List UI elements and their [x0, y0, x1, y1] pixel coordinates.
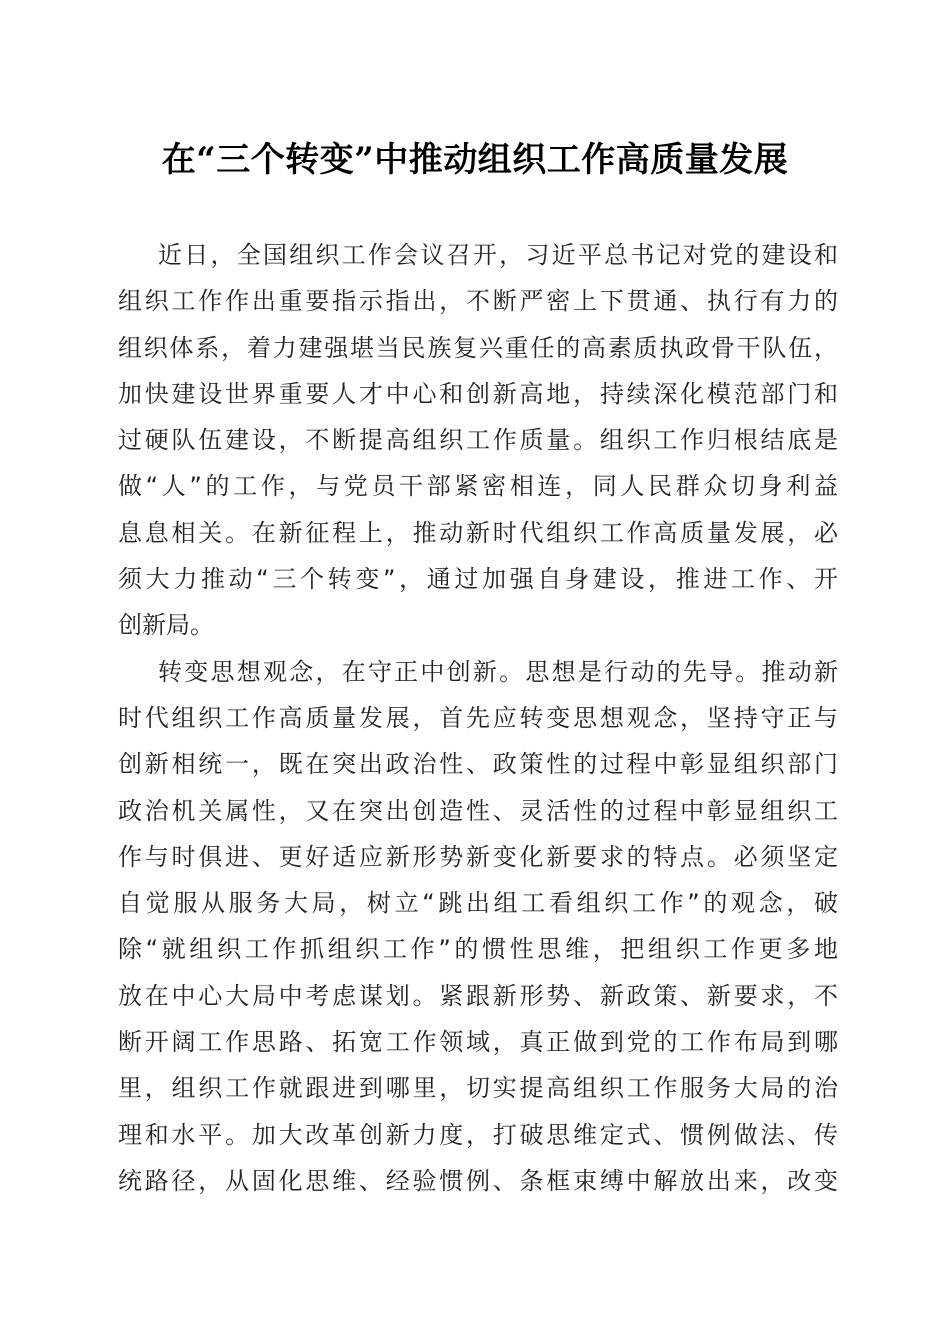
paragraph-line: 近日，全国组织工作会议召开，习近平总书记对党的建设和 [158, 241, 838, 269]
paragraph-line: 过硬队伍建设，不断提高组织工作质量。组织工作归根结底是 [118, 426, 838, 455]
document-body [118, 232, 838, 1204]
paragraph-line: 转变思想观念，在守正中创新。思想是行动的先导。推动新 [158, 657, 838, 686]
paragraph-line: 息息相关。在新征程上，推动新时代组织工作高质量发展，必 [118, 518, 838, 547]
paragraph-line: 政治机关属性，又在突出创造性、灵活性的过程中彰显组织工 [118, 796, 838, 825]
paragraph-line: 作与时俱进、更好适应新形势新变化新要求的特点。必须坚定 [118, 842, 838, 871]
paragraph-line: 除“就组织工作抓组织工作”的惯性思维，把组织工作更多地 [118, 935, 838, 964]
paragraph-line: 须大力推动“三个转变”，通过加强自身建设，推进工作、开 [118, 565, 838, 594]
paragraph-1 [118, 232, 838, 649]
paragraph-line: 创新局。 [118, 611, 214, 640]
paragraph-line: 组织工作作出重要指示指出，不断严密上下贯通、执行有力的 [118, 287, 838, 316]
paragraph-line: 断开阔工作思路、拓宽工作领域，真正做到党的工作布局到哪 [118, 1028, 838, 1057]
paragraph-line: 组织体系，着力建强堪当民族复兴重任的高素质执政骨干队伍， [118, 333, 838, 362]
paragraph-line: 里，组织工作就跟进到哪里，切实提高组织工作服务大局的治 [118, 1074, 838, 1103]
paragraph-line: 统路径，从固化思维、经验惯例、条框束缚中解放出来，改变 [118, 1166, 838, 1195]
paragraph-line: 创新相统一，既在突出政治性、政策性的过程中彰显组织部门 [118, 750, 838, 779]
paragraph-line: 加快建设世界重要人才中心和创新高地，持续深化模范部门和 [118, 379, 838, 408]
paragraph-line: 放在中心大局中考虑谋划。紧跟新形势、新政策、新要求，不 [118, 981, 838, 1010]
paragraph-line: 理和水平。加大改革创新力度，打破思维定式、惯例做法、传 [118, 1120, 838, 1149]
paragraph-2 [118, 649, 838, 1205]
paragraph-line: 自觉服从服务大局，树立“跳出组工看组织工作”的观念，破 [118, 889, 838, 918]
document-title: 在“三个转变”中推动组织工作高质量发展 [161, 140, 789, 180]
paragraph-line: 时代组织工作高质量发展，首先应转变思想观念，坚持守正与 [118, 703, 838, 732]
paragraph-line: 做“人”的工作，与党员干部紧密相连，同人民群众切身利益 [118, 472, 838, 501]
